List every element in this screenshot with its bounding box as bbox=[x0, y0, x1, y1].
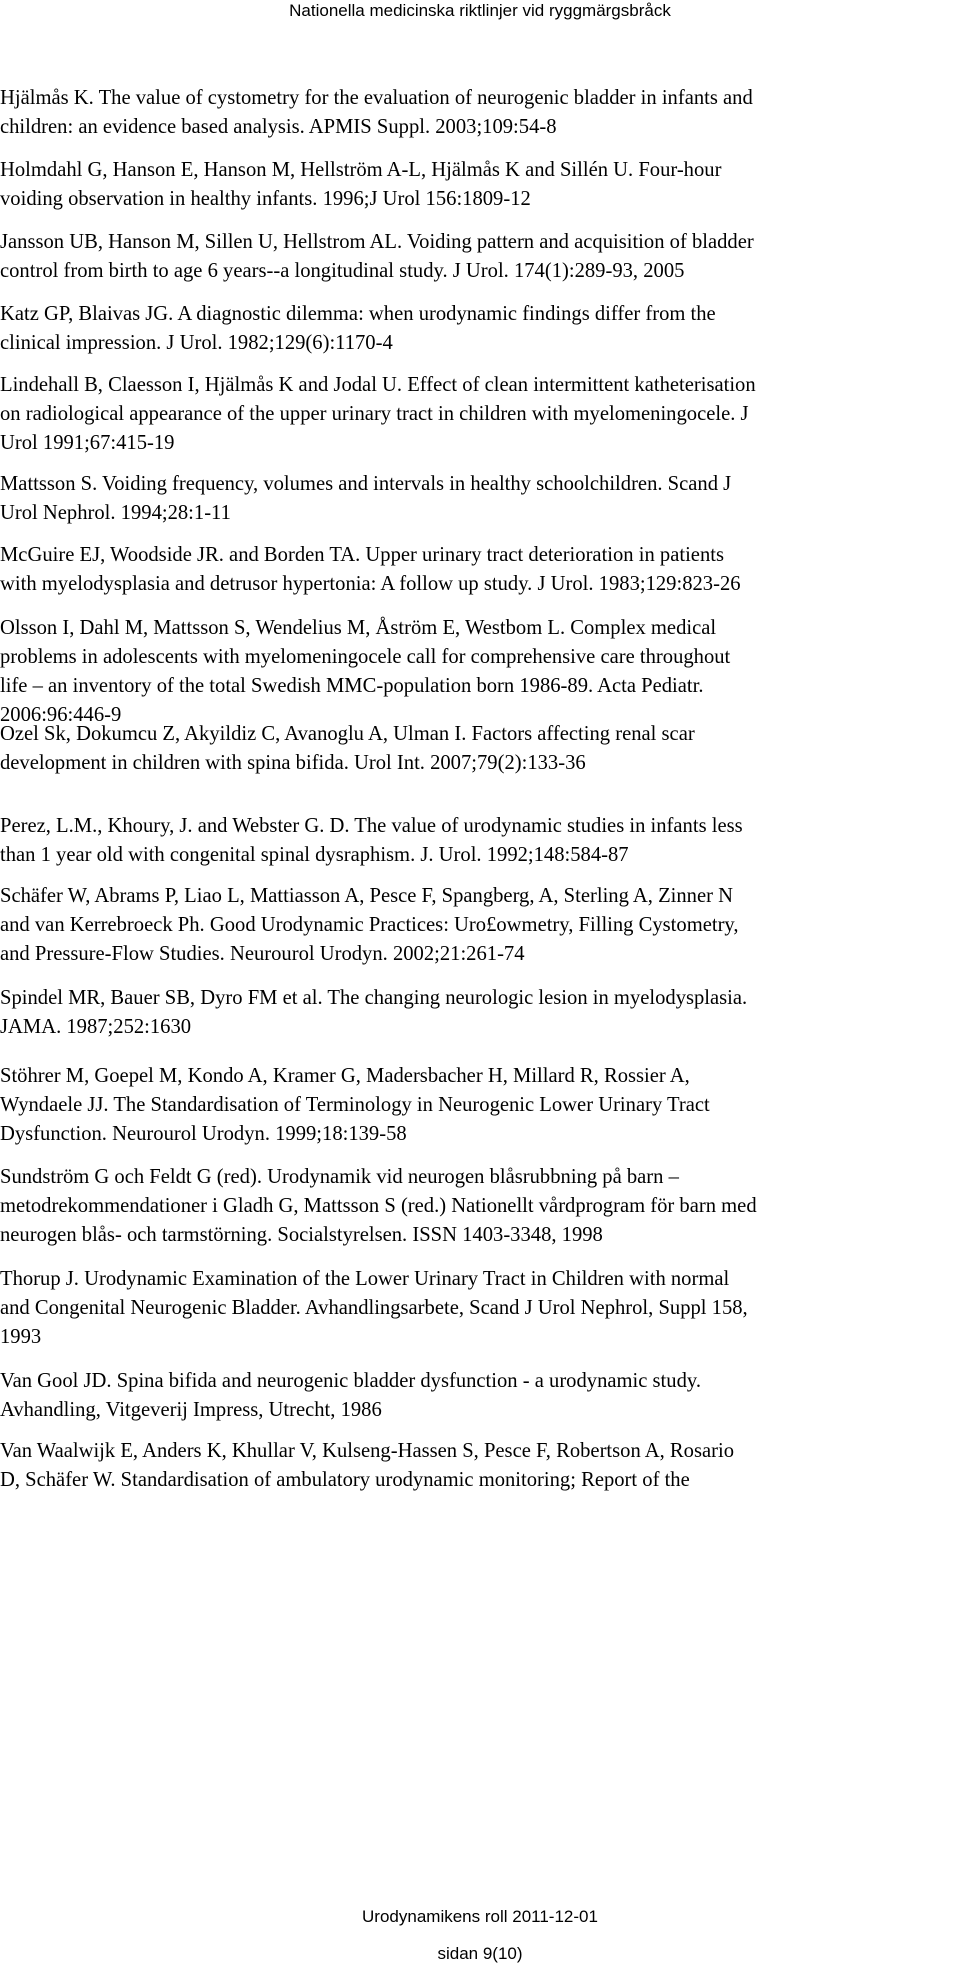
reference-line: Dysfunction. Neurourol Urodyn. 1999;18:139-58 bbox=[0, 1123, 407, 1145]
reference-line: children: an evidence based analysis. APMIS Suppl. 2003;109:54-8 bbox=[0, 116, 557, 138]
reference-line: neurogen blås- och tarmstörning. Socialstyrelsen. ISSN 1403-3348, 1998 bbox=[0, 1224, 603, 1246]
reference-line: Stöhrer M, Goepel M, Kondo A, Kramer G, Madersbacher H, Millard R, Rossier A, bbox=[0, 1065, 690, 1087]
reference-item bbox=[0, 812, 958, 870]
reference-line: Schäfer W, Abrams P, Liao L, Mattiasson A, Pesce F, Spangberg, A, Sterling A, Zinner N bbox=[0, 885, 733, 907]
reference-line: than 1 year old with congenital spinal dysraphism. J. Urol. 1992;148:584-87 bbox=[0, 844, 629, 866]
reference-line: Ozel Sk, Dokumcu Z, Akyildiz C, Avanoglu A, Ulman I. Factors affecting renal scar bbox=[0, 723, 695, 745]
reference-line: and Congenital Neurogenic Bladder. Avhandlingsarbete, Scand J Urol Nephrol, Suppl 158, bbox=[0, 1297, 748, 1319]
reference-item bbox=[0, 1163, 958, 1250]
reference-line: Olsson I, Dahl M, Mattsson S, Wendelius M, Åström E, Westbom L. Complex medical bbox=[0, 617, 717, 639]
reference-item bbox=[0, 1437, 958, 1495]
reference-line: metodrekommendationer i Gladh G, Mattsson S (red.) Nationellt vårdprogram för barn med bbox=[0, 1195, 757, 1217]
reference-line: Thorup J. Urodynamic Examination of the Lower Urinary Tract in Children with normal bbox=[0, 1268, 730, 1290]
reference-line: Jansson UB, Hanson M, Sillen U, Hellstrom AL. Voiding pattern and acquisition of bladder bbox=[0, 231, 754, 253]
reference-line: Hjälmås K. The value of cystometry for the evaluation of neurogenic bladder in infants and bbox=[0, 87, 753, 109]
reference-line: Urol Nephrol. 1994;28:1-11 bbox=[0, 502, 231, 524]
reference-item bbox=[0, 470, 958, 528]
reference-item bbox=[0, 882, 958, 969]
reference-item bbox=[0, 1367, 958, 1425]
reference-line: development in children with spina bifida. Urol Int. 2007;79(2):133-36 bbox=[0, 752, 586, 774]
reference-line: clinical impression. J Urol. 1982;129(6):1170-4 bbox=[0, 332, 393, 354]
reference-item bbox=[0, 984, 958, 1042]
reference-line: Lindehall B, Claesson I, Hjälmås K and Jodal U. Effect of clean intermittent katheterisation bbox=[0, 374, 756, 396]
reference-line: Urol 1991;67:415-19 bbox=[0, 432, 175, 454]
reference-line: and Pressure-Flow Studies. Neurourol Urodyn. 2002;21:261-74 bbox=[0, 943, 525, 965]
reference-line: Van Gool JD. Spina bifida and neurogenic bladder dysfunction - a urodynamic study. bbox=[0, 1370, 701, 1392]
reference-line: Avhandling, Vitgeverij Impress, Utrecht, 1986 bbox=[0, 1399, 382, 1421]
reference-line: 1993 bbox=[0, 1326, 42, 1348]
reference-line: voiding observation in healthy infants. 1996;J Urol 156:1809-12 bbox=[0, 188, 531, 210]
reference-line: Van Waalwijk E, Anders K, Khullar V, Kulseng-Hassen S, Pesce F, Robertson A, Rosario bbox=[0, 1440, 735, 1462]
reference-line: problems in adolescents with myelomeningocele call for comprehensive care throughout bbox=[0, 646, 731, 668]
reference-line: Sundström G och Feldt G (red). Urodynamik vid neurogen blåsrubbning på barn – bbox=[0, 1166, 679, 1188]
reference-item bbox=[0, 720, 958, 778]
reference-item bbox=[0, 300, 958, 358]
reference-line: on radiological appearance of the upper urinary tract in children with myelomeningocele. J bbox=[0, 403, 749, 425]
reference-line: JAMA. 1987;252:1630 bbox=[0, 1016, 192, 1038]
reference-line: Wyndaele JJ. The Standardisation of Terminology in Neurogenic Lower Urinary Tract bbox=[0, 1094, 710, 1116]
reference-item bbox=[0, 371, 958, 458]
reference-line: Spindel MR, Bauer SB, Dyro FM et al. The changing neurologic lesion in myelodysplasia. bbox=[0, 987, 748, 1009]
reference-item bbox=[0, 156, 958, 214]
reference-item bbox=[0, 1062, 958, 1149]
reference-line: with myelodysplasia and detrusor hypertonia: A follow up study. J Urol. 1983;129:823-26 bbox=[0, 573, 741, 595]
page-header: Nationella medicinska riktlinjer vid ryggmärgsbråck bbox=[289, 1, 671, 20]
reference-line: Mattsson S. Voiding frequency, volumes and intervals in healthy schoolchildren. Scand J bbox=[0, 473, 732, 495]
reference-item bbox=[0, 541, 958, 599]
reference-item bbox=[0, 1265, 958, 1352]
reference-item bbox=[0, 84, 958, 142]
reference-line: control from birth to age 6 years--a longitudinal study. J Urol. 174(1):289-93, 2005 bbox=[0, 260, 685, 282]
footer-page-number: sidan 9(10) bbox=[437, 1944, 523, 1963]
footer-document-title: Urodynamikens roll 2011-12-01 bbox=[362, 1907, 598, 1926]
reference-line: D, Schäfer W. Standardisation of ambulatory urodynamic monitoring; Report of the bbox=[0, 1469, 690, 1491]
reference-line: and van Kerrebroeck Ph. Good Urodynamic Practices: Uro£owmetry, Filling Cystometry, bbox=[0, 914, 739, 936]
reference-line: Holmdahl G, Hanson E, Hanson M, Hellström A-L, Hjälmås K and Sillén U. Four-hour bbox=[0, 159, 722, 181]
reference-line: life – an inventory of the total Swedish MMC-population born 1986-89. Acta Pediatr. bbox=[0, 675, 704, 697]
reference-line: 2006:96:446-9 bbox=[0, 704, 122, 726]
reference-item bbox=[0, 614, 958, 730]
reference-line: Perez, L.M., Khoury, J. and Webster G. D. The value of urodynamic studies in infants less bbox=[0, 815, 743, 837]
reference-line: Katz GP, Blaivas JG. A diagnostic dilemma: when urodynamic findings differ from the bbox=[0, 303, 716, 325]
reference-item bbox=[0, 228, 958, 286]
reference-line: McGuire EJ, Woodside JR. and Borden TA. Upper urinary tract deterioration in patients bbox=[0, 544, 724, 566]
